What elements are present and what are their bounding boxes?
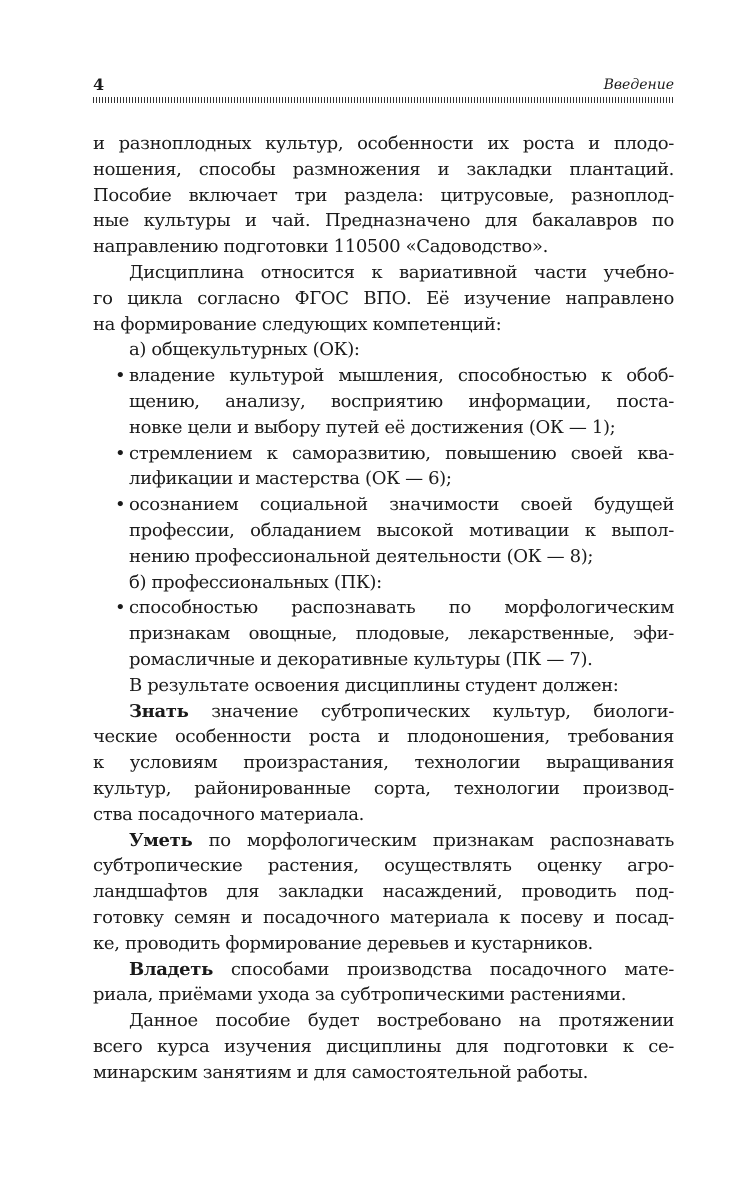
bold-term: Владеть: [129, 958, 213, 980]
bullet-icon: •: [115, 442, 126, 464]
text-line: профессии, обладанием высокой мотивации к выпол-: [129, 519, 674, 541]
header-rule: [93, 97, 674, 103]
text-line: щению, анализу, восприятию информации, поста-: [129, 390, 674, 412]
bullet-line: [93, 595, 674, 621]
text-line: ства посадочного материала.: [93, 803, 364, 825]
text-line: го цикла согласно ФГОС ВПО. Её изучение направлено: [93, 287, 674, 309]
text-line: лификации и мастерства (ОК — 6);: [129, 468, 452, 490]
text-line: культур, районированные сорта, технологии производ-: [93, 777, 674, 799]
text-line: новке цели и выбору путей её достижения (ОК — 1);: [129, 416, 616, 438]
text-line: на формирование следующих компетенций:: [93, 313, 502, 335]
text-line: нению профессиональной деятельности (ОК — 8);: [129, 545, 594, 567]
bullet-icon: •: [115, 365, 126, 387]
text-line: всего курса изучения дисциплины для подготовки к се-: [93, 1035, 674, 1057]
bullet-line: [93, 492, 674, 518]
bullet-line: [93, 441, 674, 467]
text-line: Дисциплина относится к вариативной части учебно-: [129, 261, 674, 283]
text-line: способностью распознавать по морфологическим: [129, 597, 674, 619]
text-line: направлению подготовки 110500 «Садоводство».: [93, 236, 548, 258]
text-line: ке, проводить формирование деревьев и кустарников.: [93, 932, 593, 954]
text-span: способами производства посадочного мате-: [230, 958, 675, 980]
page-number: 4: [93, 75, 105, 94]
text-line: ные культуры и чай. Предназначено для бакалавров по: [93, 210, 674, 232]
text-line: [93, 957, 674, 983]
text-line: к условиям произрастания, технологии выращивания: [93, 752, 674, 774]
text-line: Пособие включает три раздела: цитрусовые, разноплод-: [93, 184, 674, 206]
page-header: [93, 76, 674, 94]
running-title: Введение: [603, 77, 674, 93]
text-line: владение культурой мышления, способностью к обоб-: [129, 365, 674, 387]
text-line: готовку семян и посадочного материала к посеву и посад-: [93, 906, 674, 928]
text-line: а) общекультурных (ОК):: [129, 339, 360, 361]
text-line: риала, приёмами ухода за субтропическими растениями.: [93, 984, 627, 1006]
text-line: признакам овощные, плодовые, лекарственные, эфи-: [129, 623, 674, 645]
text-line: б) профессиональных (ПК):: [129, 571, 382, 593]
text-line: минарским занятиям и для самостоятельной работы.: [93, 1061, 588, 1083]
text-line: ландшафтов для закладки насаждений, проводить под-: [93, 881, 674, 903]
bullet-line: [93, 363, 674, 389]
text-line: стремлением к саморазвитию, повышению своей ква-: [129, 442, 674, 464]
bold-term: Уметь: [129, 829, 193, 851]
text-line: ческие особенности роста и плодоношения, требования: [93, 726, 674, 748]
text-line: субтропические растения, осуществлять оценку агро-: [93, 855, 674, 877]
text-line: [93, 828, 674, 854]
text-line: [93, 699, 674, 725]
text-line: ношения, способы размножения и закладки плантаций.: [93, 158, 674, 180]
body-text: [93, 131, 674, 1085]
text-line: ромасличные и декоративные культуры (ПК — 7).: [129, 648, 593, 670]
bullet-icon: •: [115, 494, 126, 516]
text-line: Данное пособие будет востребовано на протяжении: [129, 1010, 674, 1032]
text-line: и разноплодных культур, особенности их роста и плодо-: [93, 133, 674, 154]
bullet-icon: •: [115, 597, 126, 619]
bold-term: Знать: [129, 700, 189, 722]
text-line: осознанием социальной значимости своей будущей: [129, 494, 674, 516]
text-span: значение субтропических культур, биологи-: [211, 700, 674, 722]
text-line: В результате освоения дисциплины студент должен:: [129, 674, 619, 696]
text-span: по морфологическим признакам распознавать: [208, 829, 675, 851]
